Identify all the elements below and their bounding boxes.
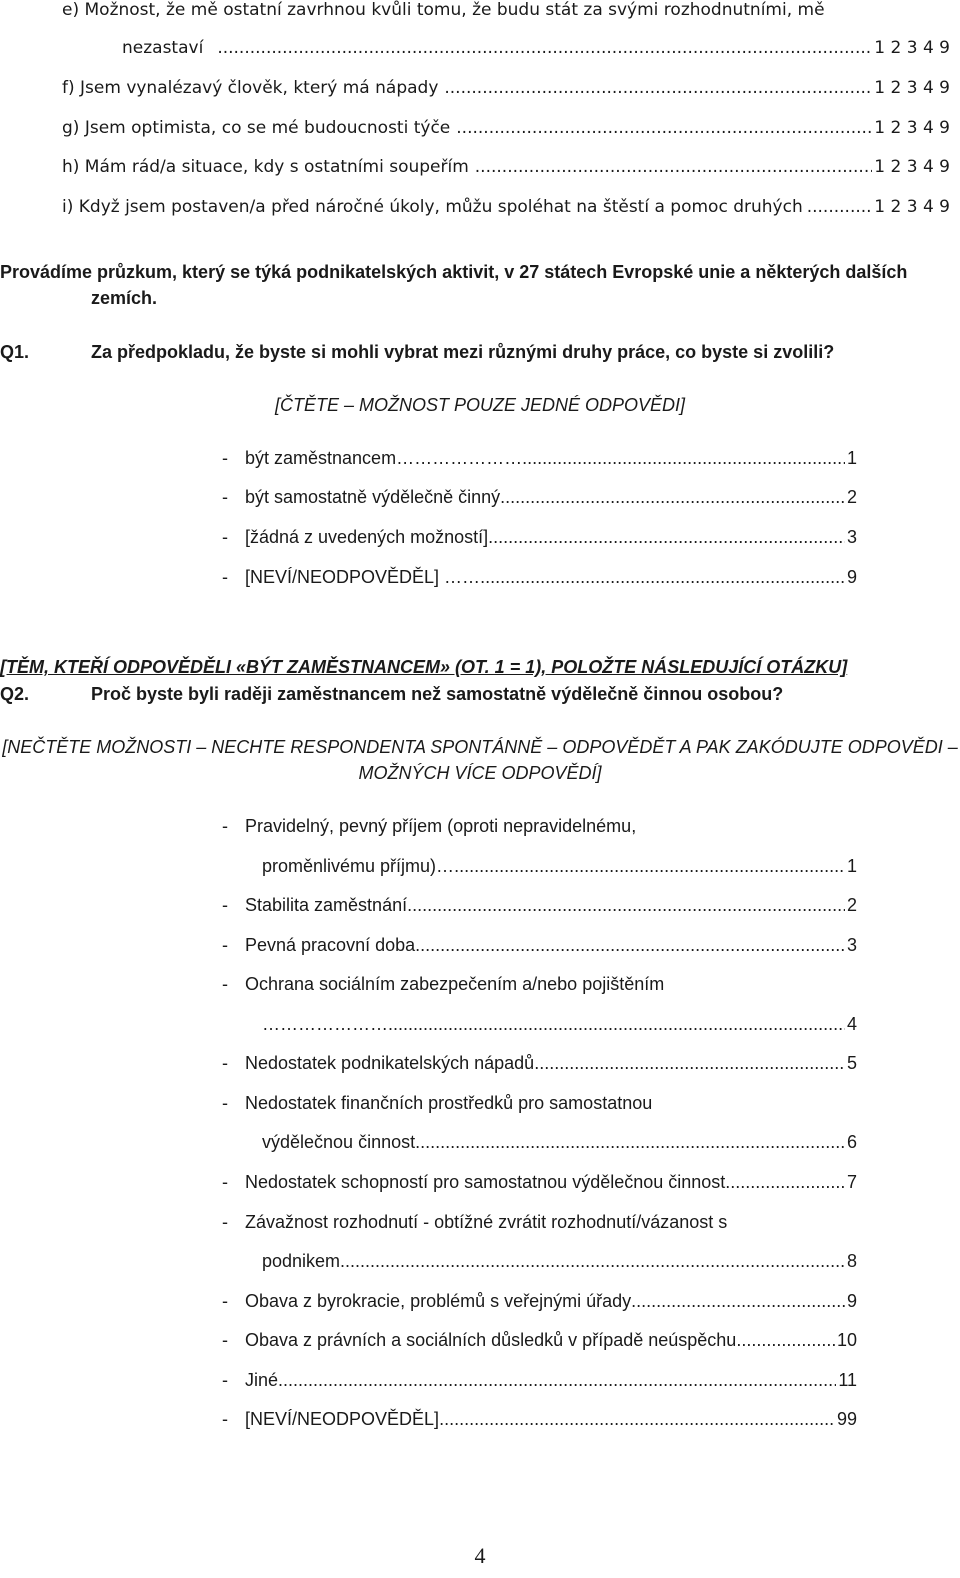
leader-dots [488, 527, 845, 548]
leader-dots [803, 197, 873, 217]
q1-option [245, 487, 857, 508]
q2-option-code: 4 [846, 1014, 857, 1034]
q2-option-line1: Nedostatek finančních prostředků pro samostatnou [245, 1093, 653, 1113]
leader-dots [532, 448, 845, 469]
intro-text-line2: zemích. [91, 288, 158, 308]
q1-option [245, 527, 857, 548]
scale-item-i-label: i) Když jsem postaven/a před náročné úkoly, můžu spoléhat na štěstí a pomoc druhých [62, 197, 803, 217]
q2-option-label: Stabilita zaměstnání [245, 895, 408, 915]
q2-option-code: 11 [838, 1370, 857, 1390]
leader-dots [438, 78, 872, 98]
q2-option-code: 7 [846, 1172, 857, 1192]
q2-option-dash: - [222, 1212, 228, 1232]
q2-option [245, 1172, 857, 1193]
q2-option-code: 9 [846, 1291, 857, 1311]
q1-option [245, 567, 857, 588]
q2-option-label: výdělečnou činnost [262, 1132, 416, 1152]
q2-option [245, 1409, 857, 1430]
scale-item-i [62, 197, 950, 217]
q1-option-code: 2 [846, 487, 857, 507]
q1-option-code: 3 [846, 527, 857, 547]
q2-instruction-line2: MOŽNÝCH VÍCE ODPOVĚDÍ] [358, 763, 602, 783]
leader-dots [534, 1053, 845, 1074]
q2-instruction-line1: [NEČTĚTE MOŽNOSTI – NECHTE RESPONDENTA SPONTÁNNĚ – ODPOVĚDĚT A PAK ZAKÓDUJTE ODPOVĚDI – [2, 737, 958, 757]
leader-dots [203, 38, 872, 58]
q2-question: Proč byste byli raději zaměstnancem než samostatně výdělečně činnou osobou? [91, 684, 784, 704]
q2-option [262, 856, 857, 877]
q2-option-dash: - [222, 1093, 228, 1113]
q2-option-label: Obava z byrokracie, problémů s veřejnými úřady [245, 1291, 632, 1311]
scale-item-f-label: f) Jsem vynalézavý člověk, který má nápady [62, 78, 439, 98]
q2-option-label: Nedostatek podnikatelských nápadů [245, 1053, 535, 1073]
q1-option-dash: - [222, 448, 228, 468]
q2-option-line1: Závažnost rozhodnutí - obtížné zvrátit rozhodnutí/vázanost s [245, 1212, 728, 1232]
q2-number: Q2. [0, 684, 30, 704]
leader-dots [415, 1132, 845, 1153]
q1-question: Za předpokladu, že byste si mohli vybrat mezi různými druhy práce, co byste si zvolili? [91, 342, 835, 362]
intro-text-line1: Provádíme průzkum, který se týká podnikatelských aktivit, v 27 státech Evropské unie a některých dalších [0, 262, 908, 282]
q1-option-dash: - [222, 487, 228, 507]
q2-option-label: Pevná pracovní doba [245, 935, 416, 955]
q1-option-dash: - [222, 527, 228, 547]
q2-option-label: podnikem [262, 1251, 341, 1271]
q1-option [245, 448, 857, 469]
q2-option-line1: Pravidelný, pevný příjem (oproti nepravidelnému, [245, 816, 637, 836]
leader-dots [631, 1291, 845, 1312]
q2-filter: [TĚM, KTEŘÍ ODPOVĚDĚLI «BÝT ZAMĚSTNANCEM» (OT. 1 = 1), POLOŽTE NÁSLEDUJÍCÍ OTÁZKU] [0, 657, 848, 677]
q2-option-code: 6 [846, 1132, 857, 1152]
q2-option-dash: - [222, 1053, 228, 1073]
scale-item-f [62, 78, 950, 98]
q2-option-code: 5 [846, 1053, 857, 1073]
leader-dots [340, 1251, 845, 1272]
q1-option-code: 9 [846, 567, 857, 587]
q2-option-dash: - [222, 895, 228, 915]
scale-item-f-codes: 1 2 3 4 9 [874, 78, 950, 98]
q2-option [262, 1014, 857, 1035]
q2-option-code: 2 [846, 895, 857, 915]
q1-option-label: [žádná z uvedených možností] [245, 527, 489, 547]
scale-item-g-codes: 1 2 3 4 9 [874, 118, 950, 138]
q2-option-dash: - [222, 1370, 228, 1390]
leader-dots [469, 157, 873, 177]
scale-item-i-codes: 1 2 3 4 9 [874, 197, 950, 217]
leader-dots [480, 567, 845, 588]
q2-option-code: 3 [846, 935, 857, 955]
leader-dots [450, 118, 872, 138]
q2-option-label: ………………… [262, 1014, 388, 1034]
scale-item-e-label: nezastaví [122, 38, 204, 58]
scale-item-e-codes: 1 2 3 4 9 [874, 38, 950, 58]
q2-option-dash: - [222, 974, 228, 994]
leader-dots [407, 895, 845, 916]
q2-option-line1: Ochrana sociálním zabezpečením a/nebo pojištěním [245, 974, 665, 994]
scale-item-g-label: g) Jsem optimista, co se mé budoucnosti týče [62, 118, 451, 138]
q2-option [245, 895, 857, 916]
q2-option-code: 99 [836, 1409, 857, 1429]
leader-dots [454, 856, 845, 877]
scale-item-h [62, 157, 950, 177]
q2-option-label: Nedostatek schopností pro samostatnou výdělečnou činnost [245, 1172, 726, 1192]
q2-option-dash: - [222, 935, 228, 955]
q2-option-code: 10 [836, 1330, 857, 1350]
leader-dots [388, 1014, 845, 1035]
q1-instruction: [ČTĚTE – MOŽNOST POUZE JEDNÉ ODPOVĚDI] [274, 395, 686, 415]
q2-option-label: Obava z právních a sociálních důsledků v případě neúspěchu [245, 1330, 737, 1350]
q2-option [245, 1330, 857, 1351]
q2-option [245, 1291, 857, 1312]
q2-option [245, 1053, 857, 1074]
q2-option-dash: - [222, 1172, 228, 1192]
leader-dots [415, 935, 845, 956]
q1-option-label: být zaměstnancem………………….. [245, 448, 533, 468]
q2-option-code: 8 [846, 1251, 857, 1271]
q2-option-label: proměnlivému příjmu)… [262, 856, 455, 876]
q1-option-label: [NEVÍ/NEODPOVĚDĚL] …… [245, 567, 481, 587]
q2-option [262, 1251, 857, 1272]
q2-option [262, 1132, 857, 1153]
leader-dots [736, 1330, 835, 1351]
q2-option-label: [NEVÍ/NEODPOVĚDĚL] [245, 1409, 440, 1429]
q2-option-dash: - [222, 816, 228, 836]
q1-number: Q1. [0, 342, 30, 362]
scale-item-e-line2 [122, 38, 950, 58]
leader-dots [439, 1409, 835, 1430]
q2-option-dash: - [222, 1409, 228, 1429]
q2-option-dash: - [222, 1330, 228, 1350]
q2-option-code: 1 [846, 856, 857, 876]
scale-item-h-codes: 1 2 3 4 9 [874, 157, 950, 177]
q1-option-dash: - [222, 567, 228, 587]
q2-option [245, 1370, 857, 1391]
leader-dots [500, 487, 845, 508]
q2-option-label: Jiné [245, 1370, 279, 1390]
scale-item-g [62, 118, 950, 138]
q2-option [245, 935, 857, 956]
page-number: 4 [474, 1543, 486, 1568]
leader-dots [278, 1370, 836, 1391]
scale-item-h-label: h) Mám rád/a situace, kdy s ostatními soupeřím [62, 157, 469, 177]
leader-dots [725, 1172, 845, 1193]
q2-option-dash: - [222, 1291, 228, 1311]
scale-item-e-line1: e) Možnost, že mě ostatní zavrhnou kvůli tomu, že budu stát za svými rozhodnutními, mě [62, 0, 825, 20]
q1-option-label: být samostatně výdělečně činný [245, 487, 501, 507]
q1-option-code: 1 [846, 448, 857, 468]
